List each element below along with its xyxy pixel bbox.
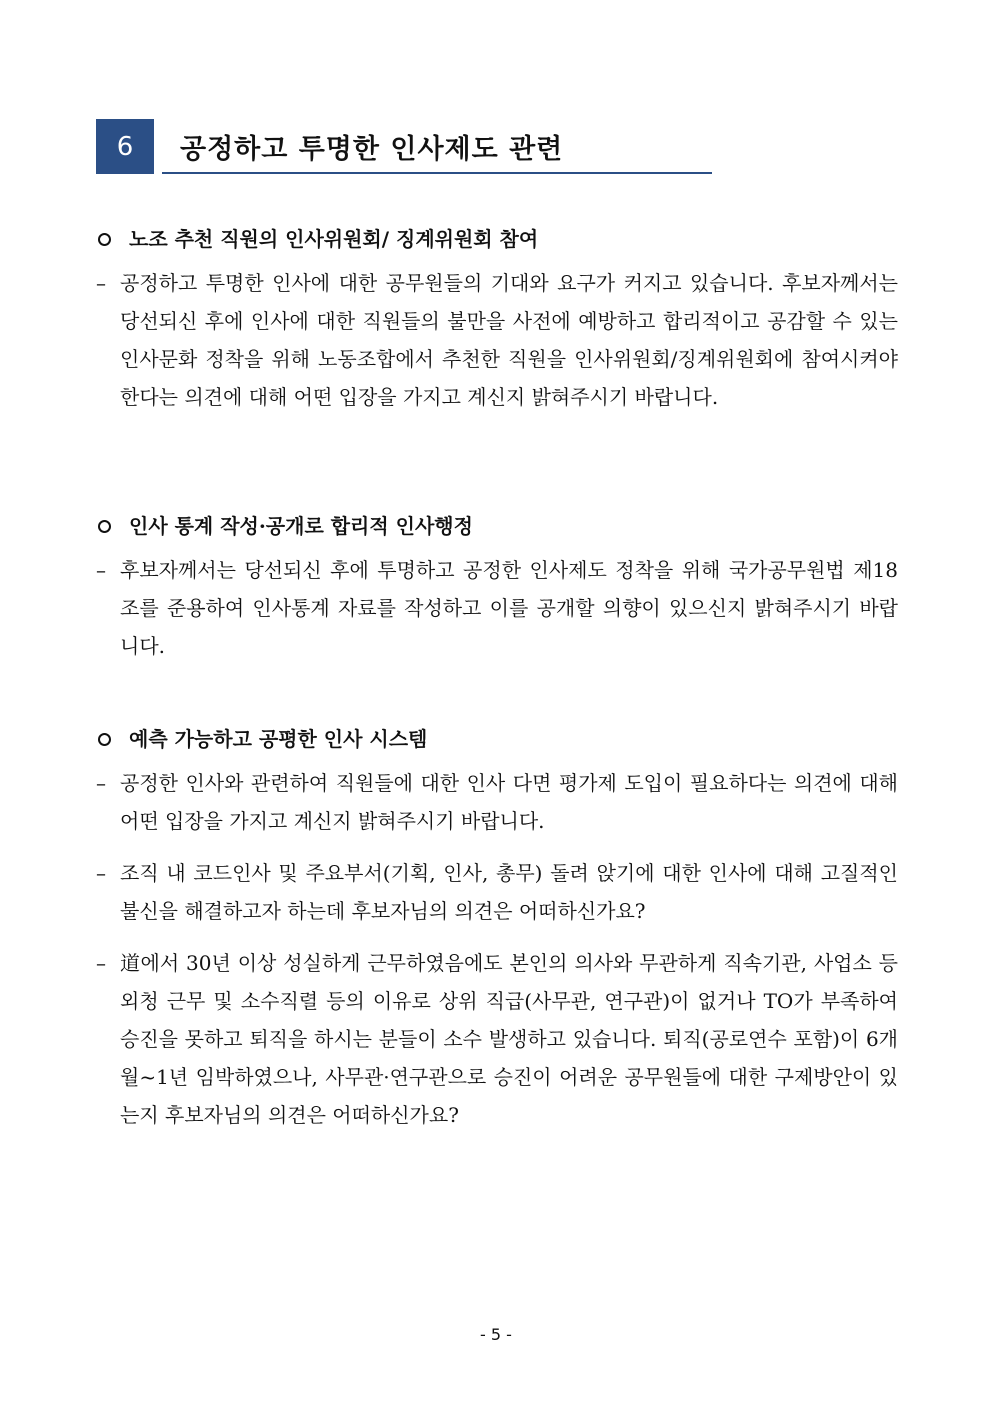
section-union-committee (96, 224, 898, 416)
question-text: 공정하고 투명한 인사에 대한 공무원들의 기대와 요구가 커지고 있습니다. 후보자께서는 당선되신 후에 인사에 대한 직원들의 불만을 사전에 예방하고 합리적이고 공감할 수 있는 인사문화 정착을 위해 노동조합에서 추천한 직원을 인사위원회/징계위원회에 참여시켜야 한다는 의견에 대해 어떤 입장을 가지고 계신지 밝혀주시기 바랍니다. (120, 271, 898, 409)
section-header (96, 119, 712, 175)
question-item (96, 551, 898, 665)
question-item (96, 944, 898, 1134)
section-heading (96, 224, 898, 254)
title-underline (162, 172, 712, 174)
section-heading-text: 인사 통계 작성·공개로 합리적 인사행정 (129, 514, 473, 538)
section-fair-hr-system (96, 724, 898, 1134)
dash-bullet-icon: – (96, 558, 106, 582)
dash-bullet-icon: – (96, 861, 106, 885)
section-hr-statistics (96, 511, 898, 665)
circle-bullet-icon (98, 233, 111, 246)
question-text: 道에서 30년 이상 성실하게 근무하였음에도 본인의 의사와 무관하게 직속기관, 사업소 등 외청 근무 및 소수직렬 등의 이유로 상위 직급(사무관, 연구관)이 없거나 TO가 부족하여 승진을 못하고 퇴직을 하시는 분들이 소수 발생하고 있습니다. 퇴직(공로연수 포함)이 6개월~1년 임박하였으나, 사무관·연구관으로 승진이 어려운 공무원들에 대한 구제방안이 있는지 후보자님의 의견은 어떠하신가요? (120, 951, 898, 1127)
question-item (96, 764, 898, 840)
section-number-badge: 6 (96, 119, 154, 174)
section-heading-text: 노조 추천 직원의 인사위원회/ 징계위원회 참여 (129, 227, 539, 251)
question-text: 공정한 인사와 관련하여 직원들에 대한 인사 다면 평가제 도입이 필요하다는 의견에 대해 어떤 입장을 가지고 계신지 밝혀주시기 바랍니다. (120, 771, 898, 833)
question-text: 조직 내 코드인사 및 주요부서(기획, 인사, 총무) 돌려 앉기에 대한 인사에 대해 고질적인 불신을 해결하고자 하는데 후보자님의 의견은 어떠하신가요? (120, 861, 898, 923)
dash-bullet-icon: – (96, 271, 106, 295)
dash-bullet-icon: – (96, 771, 106, 795)
section-heading-text: 예측 가능하고 공평한 인사 시스템 (129, 727, 428, 751)
circle-bullet-icon (98, 733, 111, 746)
dash-bullet-icon: – (96, 951, 106, 975)
section-heading (96, 511, 898, 541)
section-heading (96, 724, 898, 754)
circle-bullet-icon (98, 520, 111, 533)
page-title: 공정하고 투명한 인사제도 관련 (180, 134, 564, 165)
question-text: 후보자께서는 당선되신 후에 투명하고 공정한 인사제도 정착을 위해 국가공무원법 제18조를 준용하여 인사통계 자료를 작성하고 이를 공개할 의향이 있으신지 밝혀주시기 바랍니다. (120, 558, 898, 658)
question-item (96, 264, 898, 416)
question-item (96, 854, 898, 930)
page-number: - 5 - (480, 1325, 512, 1344)
